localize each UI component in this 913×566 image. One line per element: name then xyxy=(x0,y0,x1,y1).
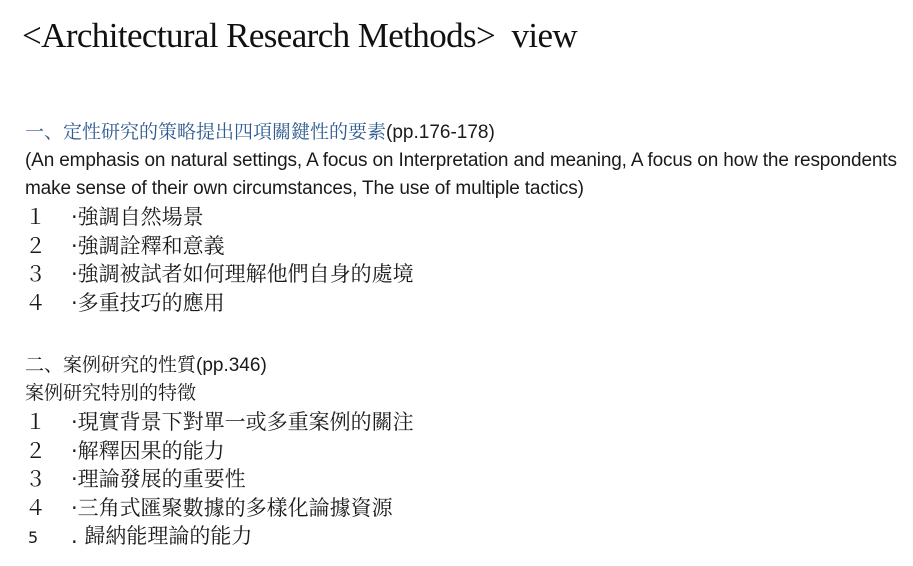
list-item-text: ·三角式匯聚數據的多樣化論據資源 xyxy=(71,495,393,520)
list-item-number: ４ xyxy=(25,495,46,520)
list-item-text: ·多重技巧的應用 xyxy=(71,290,225,315)
list-item xyxy=(25,465,900,494)
list-item-number: １ xyxy=(25,410,46,434)
section-1-heading xyxy=(25,119,900,147)
list-item xyxy=(25,408,900,437)
section-1-english-description: (An emphasis on natural settings, A focus on Interpretation and meaning, A focus on how the respondents make sense of their own circumstances, The use of multiple tactics) xyxy=(25,150,897,199)
page-title: <Architectural Research Methods> view xyxy=(22,16,578,55)
list-item xyxy=(25,260,900,289)
list-item-number: ２ xyxy=(25,233,46,258)
list-item xyxy=(25,494,900,523)
list-item-number: ４ xyxy=(25,290,46,315)
list-item-number: ３ xyxy=(25,467,46,491)
section-2-heading: 二、案例研究的性質(pp.346) xyxy=(25,355,267,376)
list-item-number: 5 xyxy=(28,528,39,547)
qualitative-research-section xyxy=(25,119,900,317)
list-item-text: ·理論發展的重要性 xyxy=(71,467,246,491)
list-item-text: ·解釋因果的能力 xyxy=(71,438,225,463)
list-item xyxy=(25,289,900,318)
list-item-number: ３ xyxy=(25,262,46,286)
list-item-number: ２ xyxy=(25,438,46,463)
list-item-text: . 歸納能理論的能力 xyxy=(71,524,253,548)
list-item xyxy=(25,437,900,466)
list-item xyxy=(25,232,900,261)
list-item-text: ·現實背景下對單一或多重案例的關注 xyxy=(71,410,414,434)
case-study-section xyxy=(25,352,900,553)
list-item xyxy=(25,522,900,553)
list-item xyxy=(25,203,900,232)
list-item-text: ·強調被試者如何理解他們自身的處境 xyxy=(71,262,414,286)
list-item-text: ·強調詮釋和意義 xyxy=(71,233,225,258)
section-2-subheading: 案例研究特別的特徵 xyxy=(25,383,197,404)
section-1-heading-pages: (pp.176-178) xyxy=(386,122,495,143)
section-1-heading-text: 一、定性研究的策略提出四項關鍵性的要素 xyxy=(25,122,387,143)
list-item-text: ·強調自然場景 xyxy=(71,205,204,229)
list-item-number: １ xyxy=(25,205,46,229)
